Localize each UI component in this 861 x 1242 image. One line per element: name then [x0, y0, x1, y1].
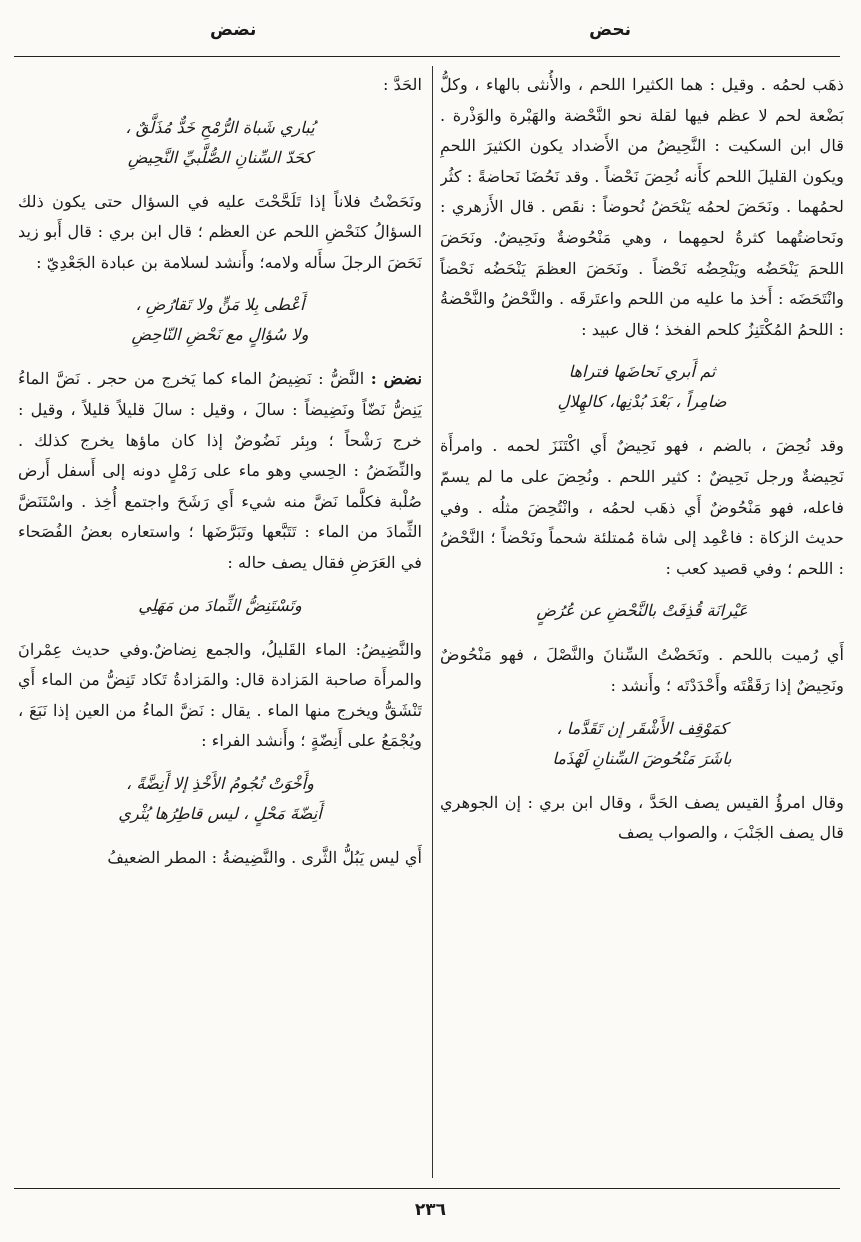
- page-header: [0, 0, 861, 56]
- verse: [18, 290, 422, 350]
- paragraph: ونَحَضْتُ فلاناً إذا تَلَحَّحْتَ عليه في السؤال حتى يكون ذلك السؤالُ كنَحْضِ اللحم عن العظم ؛ قال ابن بري : قال أَبو زيد نَحَضَ الرجلَ سأَله ولامه؛ وأَنشد لسلامة بن عبادة الجَعْدِيّ :: [18, 191, 422, 272]
- left-column: [18, 70, 422, 1182]
- column-divider: [432, 66, 433, 1178]
- verse-line: يُباري شَباة الرُّمْحِ خَدٌّ مُذَلَّقٌ ،: [125, 117, 315, 137]
- verse-line: باشَرَ مَنْحُوضَ السِّنانِ لَهْذَما: [552, 748, 732, 768]
- verse: [440, 596, 844, 626]
- paragraph: والنَّضِيضُ: الماء القَليلُ، والجمع نِضاضٌ.وفي حديث عِمْرانَ والمرأَة صاحبة المَزادة قال: والمَزادةُ تَكاد تَنِضُّ من الماء أَي تَنْشَقُّ ويخرج منها الماء . يقال : نَضَّ الماءُ من العين إذا نَبَعَ ، ويُجْمَعُ على أَنِضّةٍ ؛ وأَنشد الفراء :: [18, 639, 422, 751]
- verse-line: كحَدّ السِّنانِ الصُّلَّبيِّ النَّحِيضِ: [127, 147, 313, 167]
- paragraph: الحَدَّ :: [383, 75, 422, 94]
- verse: [18, 769, 422, 829]
- paragraph: أَي ليس يَبُلُّ الثَّرى . والنَّضِيضةُ : المطر الضعيفُ: [107, 847, 422, 867]
- header-rule: [14, 56, 840, 57]
- right-column: [440, 70, 844, 1182]
- verse-line: عَيْرانَة قُذِفَتْ بالنَّحْضِ عن عُرُضٍ: [536, 601, 748, 621]
- page-number: ٢٣٦: [414, 1200, 447, 1220]
- verse-line: كمَوْقِف الأَشْقَر إن تَقَدَّما ،: [556, 718, 728, 738]
- entry-text: النَّضُّ : نَضِيضُ الماء كما يَخرج من حجر . نَضَّ الماءُ يَنِضُّ نَضّاً ونَضِيضاً : سالَ ، وقيل : سالَ قليلاً قليلاً ، وقيل : خرج رَشْحاً ؛ وبِئر نَضُوضٌ إذا كان ماؤها يخرج كذلك . والنِّضَضُ : الحِسي وهو ماء على رَمْلٍ دونه إلى أَسفل أَرض صُلْبة فكلَّما نَضَّ منه شيء أَي رَشَحَ واجتمع أُخِذ . واسْتَنَضَّ الثِّمادَ من الماء : تَتَبَّعها وتَبَرَّضَها ؛ واستعاره بعضُ الفُصَحاء في العَرَضِ فقال يصف حاله :: [18, 369, 422, 572]
- verse-line: ضامِراً ، بَعْدَ بُدْنِها، كالهِلالِ: [557, 392, 727, 412]
- verse-line: ثم أَبري نَحاضَها فتراها: [568, 362, 716, 382]
- header-word-left: نضض: [210, 20, 257, 40]
- entry-lemma: نضض :: [370, 369, 422, 389]
- paragraph: وقال امرؤُ القيس يصف الحَدَّ ، وقال ابن بري : إن الجوهري قال يصف الجَنْبَ ، والصواب يصف: [440, 792, 844, 843]
- header-word-right: نحض: [589, 20, 631, 40]
- verse: [18, 591, 422, 621]
- paragraph: وقد نُحِضَ ، بالضم ، فهو نَحِيضٌ أَي اكْتَنَزَ لحمه . وامرأَة نَحِيضةٌ ورجل نَحِيضٌ : كثير اللحم . ونُحِضَ على ما لم يسمّ فاعله، فهو مَنْحُوضٌ أَي ذهَب لحمُه ، وانْتُحِضَ مثلُه . وفي حديث الزكاة : فاعْمِد إلى شاة مُمتلئة شحماً ونَحْضاً ؛ النَّحْضُ : اللحم ؛ وفي قصيد كعب :: [440, 436, 844, 578]
- verse: [440, 357, 844, 417]
- paragraph: أَي رُميت باللحم . ونَحَضْتُ السِّنانَ والنَّصْلَ ، فهو مَنْحُوضٌ ونَحِيضٌ إذا رَقَقْتَه وأَحْدَدْتَه ؛ وأَنشد :: [440, 645, 844, 695]
- verse-line: أَعْطى بِلا مَنٍّ ولا تَقارُضِ ،: [135, 295, 305, 315]
- verse-line: وأَخْوَتْ نُجُومُ الأَخْذِ إلا أَنِضَّةً ،: [126, 773, 314, 793]
- verse-line: وتَسْتَنِضُّ الثِّمادَ من مَهَلِي: [138, 595, 302, 615]
- footer-rule: [14, 1188, 840, 1189]
- verse: [18, 113, 422, 173]
- verse: [440, 714, 844, 774]
- verse-line: ولا سُؤالٍ مع نَحْضِ النّاحِضِ: [131, 325, 309, 345]
- paragraph: ذهَب لحمُه . وقيل : هما الكثيرا اللحم ، والأُنثى بالهاء ، وكلُّ بَضْعة لحم لا عظم فيها لقلة نحو النَّحْضة والهَبْرة والوَذْرة . قال ابن السكيت : النَّحِيضُ من الأَضداد يكون الكثيرَ اللحمِ ويكون القليلَ اللحم كأَنه نُحِضَ نَحْضاً . وقد نَحُضَا نَحاضةً : كثُر لحمُهما . ونَحَضَ لحمُه يَنْحَضُ نُحوضاً : نقَص . قال الأَزهري : ونَحاضتُهما كثرةُ لحمِهما ، وهي مَنْحُوضةٌ ونَحِيضٌ. ونَحَضَ اللحمَ يَنْحَضُه ويَنْحِضُه نَحْضاً . ونَحَضَ العظمَ يَنْحَضُه نَحْضاً وانْتَحَضَه : أَخذ ما عليه من اللحم واعتَرقَه . والنَّحْضُ والنَّحْضةُ : اللحمُ المُكْتَنِزُ كلحم الفخذ ؛ قال عبيد :: [440, 75, 844, 339]
- entry-nadd: [18, 364, 422, 578]
- verse-line: أَنِضّةَ مَحْلٍ ، ليس قاطِرُها يُثْري: [118, 803, 322, 823]
